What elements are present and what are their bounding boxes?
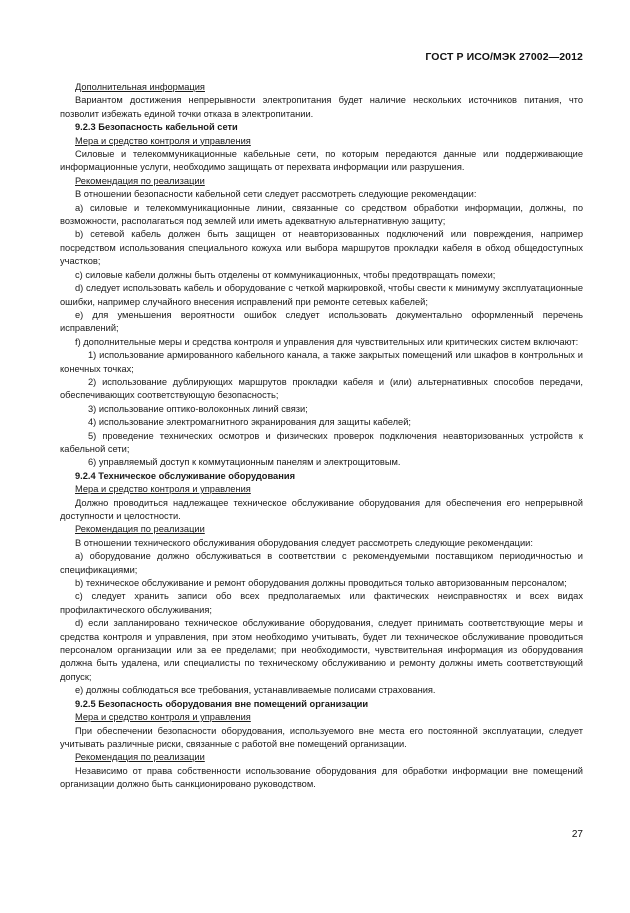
subsection-label (60, 175, 583, 188)
list-subitem: 6) управляемый доступ к коммутационным панелям и электрощитовым. (88, 457, 401, 468)
list-subitem: 2) использование дублирующих маршрутов прокладки кабеля и (или) альтернативных способов передачи, обеспечивающих соответствующую безопасность; (60, 376, 583, 401)
paragraph: Независимо от права собственности использование оборудования для обработки информации вне помещений организации должно быть санкционировано руководством. (60, 765, 583, 790)
paragraph: Силовые и телекоммуникационные кабельные сети, по которым передаются данные или поддерживающие информационные услуги, необходимо защищать от перехвата информации или разрушения. (60, 149, 583, 173)
paragraph: При обеспечении безопасности оборудования, используемого вне места его постоянной эксплуатации, следует учитывать различные риски, связанные с работой вне помещений организации. (60, 725, 583, 749)
subsection-label (60, 81, 583, 94)
subsection-label (60, 751, 583, 764)
paragraph: d) следует использовать кабель и оборудование с четкой маркировкой, чтобы свести к минимуму эксплуатационные ошибки, например случайного внесения исправлений при ремонте сетевых кабелей; (60, 283, 583, 307)
subsection-label-text: Мера и средство контроля и управления (75, 135, 251, 146)
paragraph: с) силовые кабели должны быть отделены от коммуникационных, чтобы предотвращать помехи; (75, 269, 496, 280)
paragraph: b) сетевой кабель должен быть защищен от неавторизованных подключений или повреждения, например посредством использования специального кожуха или выбора маршрутов прокладки кабеля в обход общедоступных участков; (60, 229, 583, 267)
list-subitem: 3) использование оптико-волоконных линий связи; (88, 403, 308, 414)
list-subitem: 4) использование электромагнитного экранирования для защиты кабелей; (88, 417, 411, 428)
paragraph: d) если запланировано техническое обслуживание оборудования, следует принимать соответствующие меры и средства контроля и управления, при этом необходимо учитывать, будет ли техническое обслуживание проводиться персоналом организации или за ее пределами; при необходимости, чувствительная информация из оборудования должна быть удалена, или специалисты по техническому обслуживанию и ремонту должны иметь соответствующий допуск; (60, 618, 583, 682)
paragraph: В отношении безопасности кабельной сети следует рассмотреть следующие рекомендации: (75, 189, 477, 200)
section-heading: 9.2.3 Безопасность кабельной сети (75, 122, 238, 133)
page-number: 27 (571, 829, 583, 840)
list-subitem: 5) проведение технических осмотров и физических проверок подключения неавторизованных устройств к кабельной сети; (60, 430, 583, 454)
subsection-label-text: Мера и средство контроля и управления (75, 712, 251, 723)
subsection-label (60, 135, 583, 148)
paragraph: Вариантом достижения непрерывности электропитания будет наличие нескольких источников питания, что позволит избежать единой точки отказа в электропитании. (60, 95, 583, 119)
paragraph: Должно проводиться надлежащее техническое обслуживание оборудования для обеспечения его непрерывной доступности и целостности. (60, 497, 583, 521)
subsection-label-text: Рекомендация по реализации (75, 752, 205, 763)
subsection-label-text: Мера и средство контроля и управления (75, 484, 251, 495)
paragraph: b) техническое обслуживание и ремонт оборудования должны проводиться только авторизованным персоналом; (75, 578, 567, 589)
paragraph: а) оборудование должно обслуживаться в соответствии с рекомендуемыми поставщиком периодичностью и спецификациями; (60, 551, 583, 575)
document-code-header: ГОСТ Р ИСО/МЭК 27002—2012 (425, 51, 583, 63)
subsection-label-text: Рекомендация по реализации (75, 524, 205, 535)
subsection-label (60, 711, 583, 724)
section-heading: 9.2.5 Безопасность оборудования вне помещений организации (75, 698, 369, 709)
subsection-label (60, 483, 583, 496)
paragraph: В отношении технического обслуживания оборудования следует рассмотреть следующие рекомендации: (75, 537, 533, 548)
paragraph: а) силовые и телекоммуникационные линии, связанные со средством обработки информации, должны, по возможности, располагаться под землей или иметь адекватную альтернативную защиту; (60, 202, 583, 227)
subsection-label (60, 523, 583, 536)
paragraph: е) для уменьшения вероятности ошибок следует использовать документально оформленный перечень исправлений; (60, 309, 583, 334)
section-heading: 9.2.4 Техническое обслуживание оборудования (75, 470, 295, 481)
subsection-label-text: Рекомендация по реализации (75, 175, 205, 186)
paragraph: с) следует хранить записи обо всех предполагаемых или фактических неисправностях и всех видах профилактического обслуживания; (60, 591, 583, 615)
paragraph: f) дополнительные меры и средства контроля и управления для чувствительных или критических систем включают: (75, 336, 579, 347)
subsection-label-text: Дополнительная информация (75, 82, 205, 92)
document-body (60, 81, 583, 792)
list-subitem: 1) использование армированного кабельного канала, а также закрытых помещений или шкафов в контрольных и конечных точках; (60, 350, 583, 374)
paragraph: е) должны соблюдаться все требования, устанавливаемые полисами страхования. (75, 685, 436, 696)
